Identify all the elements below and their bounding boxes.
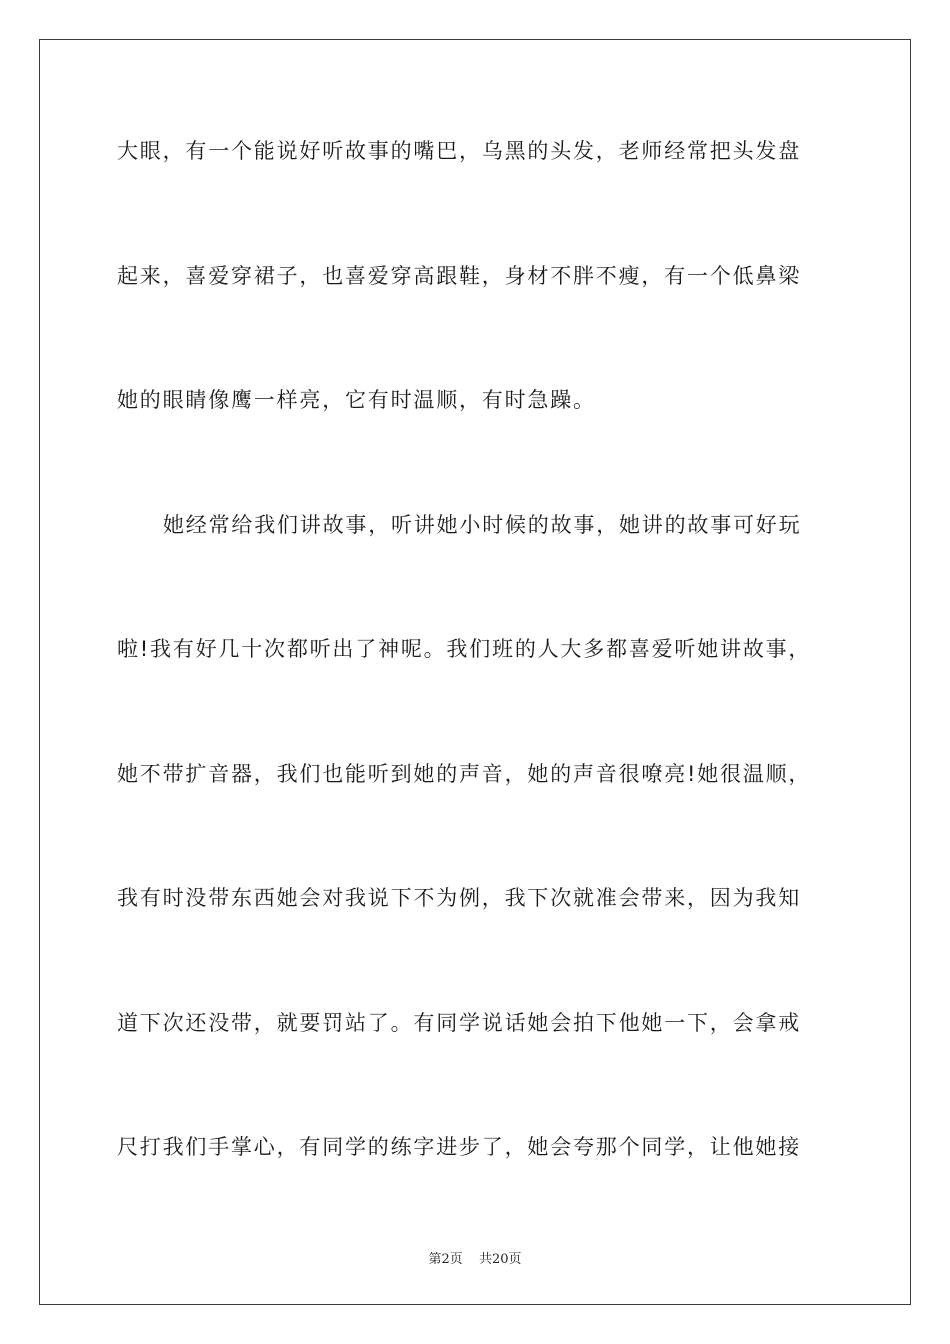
page-border xyxy=(39,39,911,1305)
text-line-9: 尺打我们手掌心，有同学的练字进步了，她会夸那个同学，让他她接 xyxy=(117,1135,801,1159)
text-line-3: 她的眼睛像鹰一样亮，它有时温顺，有时急躁。 xyxy=(117,388,596,412)
paragraph-start-line: 她经常给我们讲故事，听讲她小时候的故事，她讲的故事可好玩 xyxy=(163,513,802,537)
page-number: 第2页 xyxy=(428,1252,463,1267)
text-line-7: 我有时没带东西她会对我说下不为例，我下次就准会带来，因为我知 xyxy=(117,886,801,910)
total-pages: 共20页 xyxy=(478,1252,522,1267)
page-footer xyxy=(0,1248,950,1267)
text-line-2: 起来，喜爱穿裙子，也喜爱穿高跟鞋，身材不胖不瘦，有一个低鼻梁 xyxy=(117,264,801,288)
text-line-1: 大眼，有一个能说好听故事的嘴巴，乌黑的头发，老师经常把头发盘 xyxy=(117,139,801,163)
text-line-8: 道下次还没带，就要罚站了。有同学说话她会拍下他她一下，会拿戒 xyxy=(117,1011,801,1035)
text-line-6: 她不带扩音器，我们也能听到她的声音，她的声音很嘹亮!她很温顺， xyxy=(117,762,812,786)
text-line-5: 啦!我有好几十次都听出了神呢。我们班的人大多都喜爱听她讲故事， xyxy=(117,637,812,661)
